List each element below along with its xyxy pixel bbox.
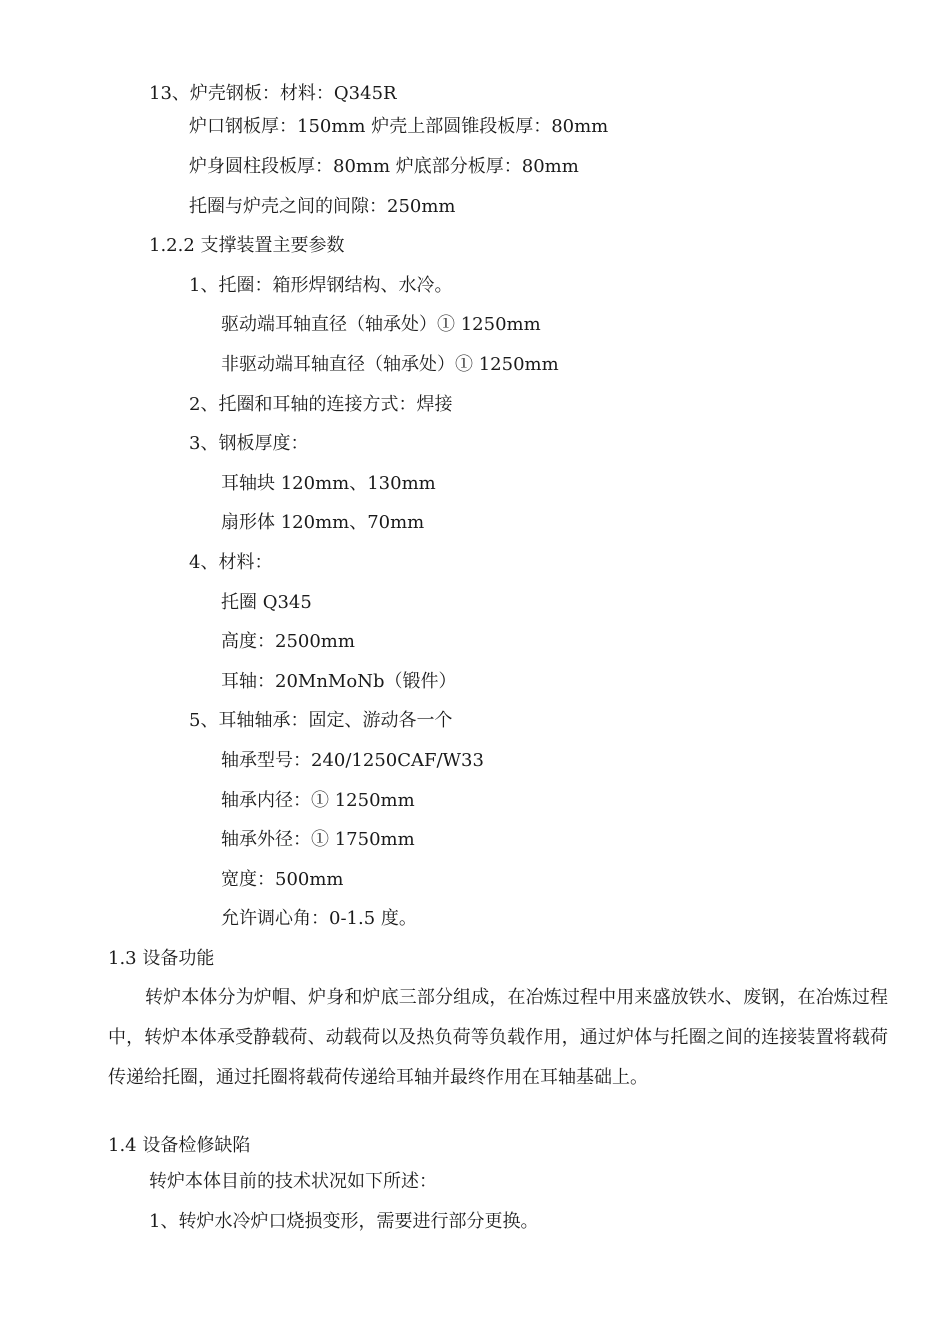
- text-line: 耳轴块 120mm、130mm: [221, 473, 436, 494]
- section-heading-1-4: 1.4 设备检修缺陷: [108, 1135, 251, 1156]
- list-item: 5、耳轴轴承：固定、游动各一个: [189, 710, 453, 731]
- section-heading-1-2-2: 1.2.2 支撑装置主要参数: [149, 235, 345, 256]
- text-line: 高度：2500mm: [221, 631, 355, 652]
- text-line: 宽度：500mm: [221, 869, 344, 890]
- text-line: 转炉本体目前的技术状况如下所述：: [149, 1171, 437, 1192]
- paragraph-equipment-function: 转炉本体分为炉帽、炉身和炉底三部分组成，在冶炼过程中用来盛放铁水、废钢，在冶炼过程中，转炉本体承受静载荷、动载荷以及热负荷等负载作用，通过炉体与托圈之间的连接装置将载荷传递给托圈，通过托圈将载荷传递给耳轴并最终作用在耳轴基础上。: [108, 987, 888, 1088]
- list-item: 4、材料：: [189, 552, 273, 573]
- list-item: 1、托圈：箱形焊钢结构、水冷。: [189, 275, 453, 296]
- list-item: 2、托圈和耳轴的连接方式：焊接: [189, 394, 453, 415]
- text-line: 托圈与炉壳之间的间隙：250mm: [189, 196, 456, 217]
- text-line: 耳轴：20MnMoNb（锻件）: [221, 671, 457, 692]
- text-line: 驱动端耳轴直径（轴承处）① 1250mm: [221, 314, 541, 335]
- text-line: 轴承外径：① 1750mm: [221, 829, 415, 850]
- text-line: 轴承型号：240/1250CAF/W33: [221, 750, 484, 771]
- text-line: 轴承内径：① 1250mm: [221, 790, 415, 811]
- text-line: 扇形体 120mm、70mm: [221, 512, 425, 533]
- text-line: 非驱动端耳轴直径（轴承处）① 1250mm: [221, 354, 559, 375]
- text-line: 炉口钢板厚：150mm 炉壳上部圆锥段板厚：80mm: [189, 116, 609, 137]
- list-item: 1、转炉水冷炉口烧损变形，需要进行部分更换。: [149, 1211, 539, 1232]
- text-line: 允许调心角：0-1.5 度。: [221, 908, 417, 929]
- item-13-shell-plate: 13、炉壳钢板：材料：Q345R: [149, 83, 397, 104]
- text-line: 炉身圆柱段板厚：80mm 炉底部分板厚：80mm: [189, 156, 579, 177]
- section-heading-1-3: 1.3 设备功能: [108, 948, 215, 969]
- list-item: 3、钢板厚度：: [189, 433, 309, 454]
- text-line: 托圈 Q345: [221, 592, 312, 613]
